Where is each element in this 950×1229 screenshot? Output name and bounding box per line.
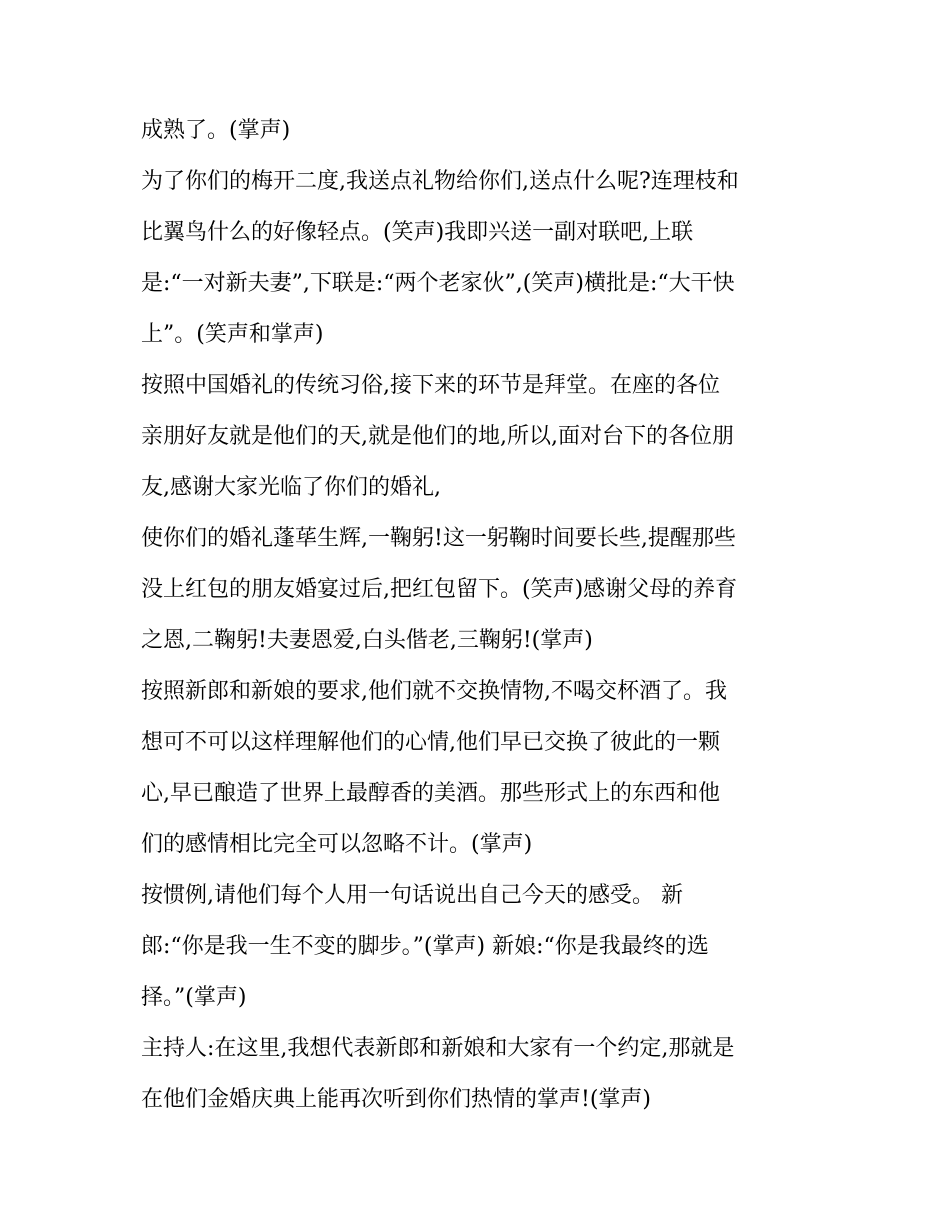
text-line: 按照新郎和新娘的要求,他们就不交换情物,不喝交杯酒了。我 bbox=[141, 679, 727, 704]
text-line: 没上红包的朋友婚宴过后,把红包留下。(笑声)感谢父母的养育 bbox=[141, 577, 738, 602]
text-line: 使你们的婚礼蓬荜生辉,一鞠躬!这一躬鞠时间要长些,提醒那些 bbox=[141, 526, 736, 551]
text-line: 按照中国婚礼的传统习俗,接下来的环节是拜堂。在座的各位 bbox=[141, 373, 720, 398]
text-line: 想可不可以这样理解他们的心情,他们早已交换了彼此的一颗 bbox=[141, 730, 720, 755]
text-line: 比翼鸟什么的好像轻点。(笑声)我即兴送一副对联吧,上联 bbox=[141, 220, 694, 245]
text-line: 之恩,二鞠躬!夫妻恩爱,白头偕老,三鞠躬!(掌声) bbox=[141, 628, 593, 653]
text-line: 友,感谢大家光临了你们的婚礼, bbox=[141, 475, 441, 500]
body-text bbox=[141, 105, 821, 1125]
text-line: 郎:“你是我一生不变的脚步。”(掌声) 新娘:“你是我最终的选 bbox=[141, 934, 709, 959]
text-line: 择。”(掌声) bbox=[141, 985, 247, 1010]
text-line: 上”。(笑声和掌声) bbox=[141, 322, 324, 347]
text-line: 是:“一对新夫妻”,下联是:“两个老家伙”,(笑声)横批是:“大干快 bbox=[141, 271, 735, 296]
text-line: 在他们金婚庆典上能再次听到你们热情的掌声!(掌声) bbox=[141, 1087, 652, 1112]
text-line: 按惯例,请他们每个人用一句话说出自己今天的感受。 新 bbox=[141, 883, 683, 908]
text-line: 成熟了。(掌声) bbox=[141, 118, 291, 143]
text-line: 主持人:在这里,我想代表新郎和新娘和大家有一个约定,那就是 bbox=[141, 1036, 735, 1061]
text-line: 们的感情相比完全可以忽略不计。(掌声) bbox=[141, 832, 533, 857]
text-line: 亲朋好友就是他们的天,就是他们的地,所以,面对台下的各位朋 bbox=[141, 424, 734, 449]
text-line: 为了你们的梅开二度,我送点礼物给你们,送点什么呢?连理枝和 bbox=[141, 169, 739, 194]
text-line: 心,早已酿造了世界上最醇香的美酒。那些形式上的东西和他 bbox=[141, 781, 720, 806]
